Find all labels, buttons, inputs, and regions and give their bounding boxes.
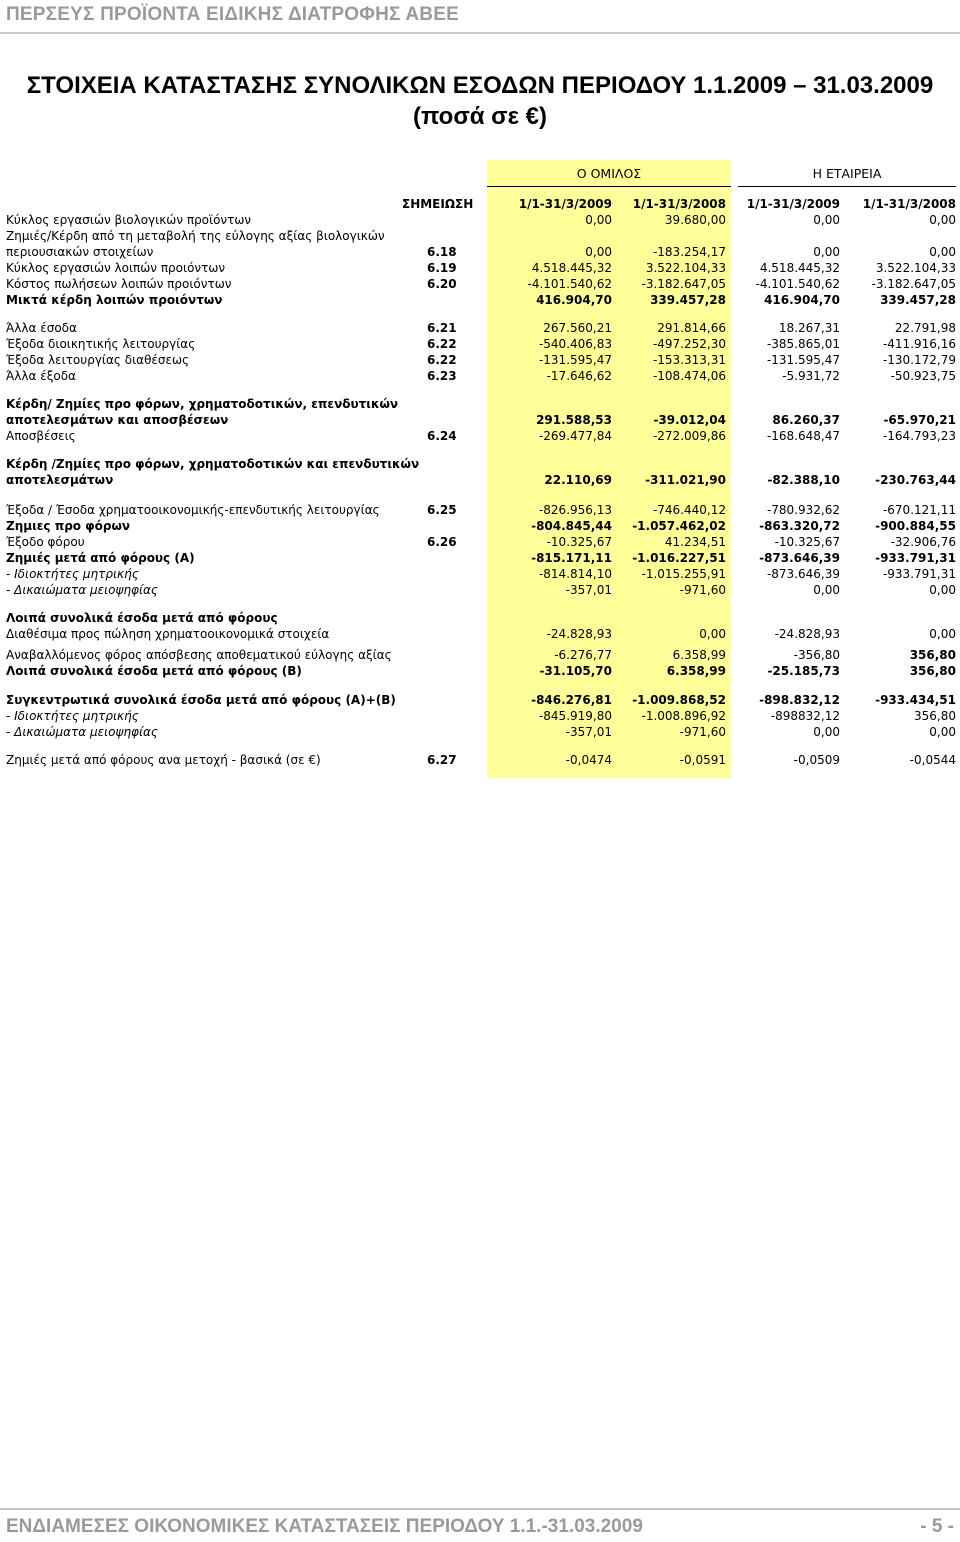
row-value: 6.358,99 xyxy=(666,664,726,678)
row-label: περιουσιακών στοιχείων xyxy=(6,245,154,259)
row-value: -10.325,67 xyxy=(774,535,840,549)
row-value: -845.919,80 xyxy=(538,709,612,723)
row-value: -746.440,12 xyxy=(652,503,726,517)
row-value: -863.320,72 xyxy=(759,519,840,533)
row-value: -24.828,93 xyxy=(546,627,612,641)
table-row xyxy=(0,276,960,292)
row-value: -1.009.868,52 xyxy=(632,693,726,707)
row-value: 86.260,37 xyxy=(772,413,840,427)
row-value: -900.884,55 xyxy=(875,519,956,533)
row-value: -1.015.255,91 xyxy=(641,567,726,581)
row-label: Κέρδη/ Ζημίες προ φόρων, χρηματοδοτικών, επενδυτικών xyxy=(6,397,399,411)
row-label: Αναβαλλόμενος φόρος απόσβεσης αποθεματικού εύλογης αξίας xyxy=(6,648,392,662)
row-value: 0,00 xyxy=(929,583,956,597)
row-value: -411.916,16 xyxy=(882,337,956,351)
row-value: -971,60 xyxy=(679,725,726,739)
row-value: -356,80 xyxy=(793,648,840,662)
row-value: -17.646,62 xyxy=(546,369,612,383)
row-label: - Δικαιώματα μειοψηφίας xyxy=(6,583,158,597)
row-value: -804.845,44 xyxy=(531,519,612,533)
row-value: 0,00 xyxy=(699,627,726,641)
row-value: 339.457,28 xyxy=(880,293,956,307)
table-row xyxy=(0,396,960,412)
row-value: -814.814,10 xyxy=(538,567,612,581)
table-row xyxy=(0,647,960,663)
row-value: 4.518.445,32 xyxy=(759,261,840,275)
row-value: -32.906,76 xyxy=(890,535,956,549)
table-row xyxy=(0,352,960,368)
row-value: -497.252,30 xyxy=(652,337,726,351)
row-value: -898.832,12 xyxy=(759,693,840,707)
row-note: 6.21 xyxy=(427,321,457,335)
row-value: 4.518.445,32 xyxy=(531,261,612,275)
row-value: -131.595,47 xyxy=(766,353,840,367)
group-underline-omilos xyxy=(487,186,731,187)
table-row xyxy=(0,212,960,228)
row-value: 0,00 xyxy=(585,213,612,227)
row-value: 291.814,66 xyxy=(657,321,726,335)
row-value: -0,0591 xyxy=(679,753,726,767)
row-label: Ζημιες προ φόρων xyxy=(6,519,131,533)
row-value: -3.182.647,05 xyxy=(871,277,956,291)
footer-title: ΕΝΔΙΑΜΕΣΕΣ ΟΙΚΟΝΟΜΙΚΕΣ ΚΑΤΑΣΤΑΣΕΙΣ ΠΕΡΙΟΔΟΥ 1.1.-31.03.2009 xyxy=(6,1516,643,1537)
row-value: -780.932,62 xyxy=(766,503,840,517)
row-label: Έξοδο φόρου xyxy=(6,535,85,549)
table-row xyxy=(0,260,960,276)
row-value: 0,00 xyxy=(585,245,612,259)
row-value: -873.646,39 xyxy=(766,567,840,581)
table-row xyxy=(0,368,960,384)
row-label: Άλλα έσοδα xyxy=(6,321,77,335)
table-row xyxy=(0,502,960,518)
group-header-omilos: Ο ΟΜΙΛΟΣ xyxy=(576,166,642,181)
row-value: 39.680,00 xyxy=(664,213,726,227)
row-label: - Ιδιοκτήτες μητρικής xyxy=(6,709,139,723)
row-value: -272.009,86 xyxy=(652,429,726,443)
row-value: -82.388,10 xyxy=(767,473,840,487)
row-value: 0,00 xyxy=(929,213,956,227)
row-value: 18.267,31 xyxy=(778,321,840,335)
table-row xyxy=(0,412,960,428)
table-row xyxy=(0,692,960,708)
period-header-group-2008: 1/1-31/3/2008 xyxy=(632,197,726,211)
row-value: -933.791,31 xyxy=(882,567,956,581)
table-row xyxy=(0,320,960,336)
row-value: -168.648,47 xyxy=(766,429,840,443)
row-value: -1.016.227,51 xyxy=(632,551,726,565)
row-value: 356,80 xyxy=(909,664,956,678)
table-row xyxy=(0,534,960,550)
table-row xyxy=(0,752,960,768)
table-row xyxy=(0,456,960,472)
row-note: 6.18 xyxy=(427,245,457,259)
row-value: -108.474,06 xyxy=(652,369,726,383)
row-label: Ζημιές μετά από φόρους ανα μετοχή - βασικά (σε €) xyxy=(6,753,321,767)
row-value: -1.057.462,02 xyxy=(632,519,726,533)
row-label: Διαθέσιμα προς πώληση χρηματοοικονομικά στοιχεία xyxy=(6,627,330,641)
note-column-header: ΣΗΜΕΙΩΣΗ xyxy=(402,197,474,211)
row-value: -846.276,81 xyxy=(531,693,612,707)
row-value: -357,01 xyxy=(565,583,612,597)
row-label: - Δικαιώματα μειοψηφίας xyxy=(6,725,158,739)
row-value: 416.904,70 xyxy=(764,293,840,307)
header-divider xyxy=(0,32,960,34)
footer-divider xyxy=(0,1508,960,1510)
row-label: αποτελεσμάτων xyxy=(6,473,114,487)
table-row xyxy=(0,626,960,642)
company-name: ΠΕΡΣΕΥΣ ΠΡΟΪΟΝΤΑ ΕΙΔΙΚΗΣ ΔΙΑΤΡΟΦΗΣ ΑΒΕΕ xyxy=(6,4,459,25)
row-value: -0,0474 xyxy=(565,753,612,767)
row-value: -933.791,31 xyxy=(875,551,956,565)
row-value: -873.646,39 xyxy=(759,551,840,565)
row-note: 6.26 xyxy=(427,535,457,549)
row-value: -540.406,83 xyxy=(538,337,612,351)
row-value: 22.110,69 xyxy=(544,473,612,487)
row-value: -131.595,47 xyxy=(538,353,612,367)
period-header-group-2009: 1/1-31/3/2009 xyxy=(518,197,612,211)
row-label: Λοιπά συνολικά έσοδα μετά από φόρους xyxy=(6,611,278,625)
row-value: -130.172,79 xyxy=(882,353,956,367)
row-value: 0,00 xyxy=(813,245,840,259)
row-label: Ζημιές μετά από φόρους (Α) xyxy=(6,551,195,565)
row-note: 6.19 xyxy=(427,261,457,275)
row-value: 22.791,98 xyxy=(894,321,956,335)
row-value: -24.828,93 xyxy=(774,627,840,641)
row-note: 6.22 xyxy=(427,337,457,351)
row-label: Έξοδα διοικητικής λειτουργίας xyxy=(6,337,196,351)
row-value: -1.008.896,92 xyxy=(641,709,726,723)
statement-title: ΣΤΟΙΧΕΙΑ ΚΑΤΑΣΤΑΣΗΣ ΣΥΝΟΛΙΚΩΝ ΕΣΟΔΩΝ ΠΕΡΙΟΔΟΥ 1.1.2009 – 31.03.2009 xyxy=(26,72,934,99)
table-row xyxy=(0,550,960,566)
row-label: - Ιδιοκτήτες μητρικής xyxy=(6,567,139,581)
row-value: -3.182.647,05 xyxy=(641,277,726,291)
row-label: αποτελεσμάτων και αποσβέσεων xyxy=(6,413,229,427)
table-row xyxy=(0,518,960,534)
row-value: -898832,12 xyxy=(770,709,840,723)
row-value: 0,00 xyxy=(813,213,840,227)
row-value: -10.325,67 xyxy=(546,535,612,549)
row-value: -31.105,70 xyxy=(539,664,612,678)
row-label: Αποσβέσεις xyxy=(6,429,76,443)
row-label: Κέρδη /Ζημίες προ φόρων, χρηματοδοτικών και επενδυτικών xyxy=(6,457,420,471)
row-note: 6.20 xyxy=(427,277,457,291)
row-note: 6.27 xyxy=(427,753,457,767)
row-note: 6.22 xyxy=(427,353,457,367)
table-row xyxy=(0,724,960,740)
row-label: Συγκεντρωτικά συνολικά έσοδα μετά από φόρους (Α)+(Β) xyxy=(6,693,396,707)
row-value: 291.588,53 xyxy=(536,413,612,427)
row-note: 6.24 xyxy=(427,429,457,443)
table-row xyxy=(0,292,960,308)
row-value: -65.970,21 xyxy=(883,413,956,427)
row-label: Έξοδα / Έσοδα χρηματοοικονομικής-επενδυτικής λειτουργίας xyxy=(6,503,380,517)
row-value: -311.021,90 xyxy=(645,473,726,487)
row-value: 3.522.104,33 xyxy=(645,261,726,275)
column-header-row xyxy=(0,196,960,212)
period-header-company-2009: 1/1-31/3/2009 xyxy=(746,197,840,211)
table-row xyxy=(0,336,960,352)
row-value: 356,80 xyxy=(914,709,956,723)
row-note: 6.25 xyxy=(427,503,457,517)
row-value: -269.477,84 xyxy=(538,429,612,443)
table-row xyxy=(0,228,960,244)
row-value: -153.313,31 xyxy=(652,353,726,367)
row-value: 356,80 xyxy=(909,648,956,662)
row-value: -25.185,73 xyxy=(767,664,840,678)
row-value: 6.358,99 xyxy=(672,648,726,662)
row-value: -4.101.540,62 xyxy=(527,277,612,291)
table-row xyxy=(0,663,960,679)
table-row xyxy=(0,428,960,444)
period-header-company-2008: 1/1-31/3/2008 xyxy=(862,197,956,211)
row-value: -0,0509 xyxy=(793,753,840,767)
row-value: -183.254,17 xyxy=(652,245,726,259)
row-value: 0,00 xyxy=(929,627,956,641)
table-row xyxy=(0,610,960,626)
group-underline-etaireia xyxy=(738,186,956,187)
row-value: -230.763,44 xyxy=(875,473,956,487)
row-label: Μικτά κέρδη λοιπών προιόντων xyxy=(6,293,223,307)
row-value: -164.793,23 xyxy=(882,429,956,443)
row-value: 0,00 xyxy=(813,583,840,597)
group-header-etaireia: Η ΕΤΑΙΡΕΙΑ xyxy=(812,166,882,181)
row-value: -50.923,75 xyxy=(890,369,956,383)
row-value: -6.276,77 xyxy=(554,648,612,662)
row-value: -0,0544 xyxy=(909,753,956,767)
table-row xyxy=(0,566,960,582)
row-value: 0,00 xyxy=(813,725,840,739)
page-number: - 5 - xyxy=(920,1516,954,1537)
row-label: Κόστος πωλήσεων λοιπών προιόντων xyxy=(6,277,232,291)
row-label: Έξοδα λειτουργίας διαθέσεως xyxy=(6,353,190,367)
row-value: 0,00 xyxy=(929,725,956,739)
row-value: -4.101.540,62 xyxy=(755,277,840,291)
row-label: Λοιπά συνολικά έσοδα μετά από φόρους (Β) xyxy=(6,664,302,678)
row-label: Άλλα έξοδα xyxy=(6,369,77,383)
row-value: 267.560,21 xyxy=(543,321,612,335)
table-row xyxy=(0,582,960,598)
row-value: -357,01 xyxy=(565,725,612,739)
row-value: -971,60 xyxy=(679,583,726,597)
row-label: Ζημιές/Κέρδη από τη μεταβολή της εύλογης αξίας βιολογικών xyxy=(6,229,385,243)
table-row xyxy=(0,472,960,488)
statement-currency-note: (ποσά σε €) xyxy=(412,103,547,130)
row-note: 6.23 xyxy=(427,369,457,383)
row-value: -670.121,11 xyxy=(882,503,956,517)
table-row xyxy=(0,244,960,260)
row-value: 339.457,28 xyxy=(650,293,726,307)
row-value: -815.171,11 xyxy=(531,551,612,565)
table-row xyxy=(0,708,960,724)
row-label: Κύκλος εργασιών λοιπών προιόντων xyxy=(6,261,226,275)
row-value: -5.931,72 xyxy=(782,369,840,383)
row-value: 41.234,51 xyxy=(664,535,726,549)
row-value: 416.904,70 xyxy=(536,293,612,307)
row-value: 3.522.104,33 xyxy=(875,261,956,275)
row-value: -933.434,51 xyxy=(875,693,956,707)
row-label: Κύκλος εργασιών βιολογικών προϊόντων xyxy=(6,213,252,227)
row-value: -385.865,01 xyxy=(766,337,840,351)
row-value: -39.012,04 xyxy=(653,413,726,427)
row-value: 0,00 xyxy=(929,245,956,259)
row-value: -826.956,13 xyxy=(538,503,612,517)
